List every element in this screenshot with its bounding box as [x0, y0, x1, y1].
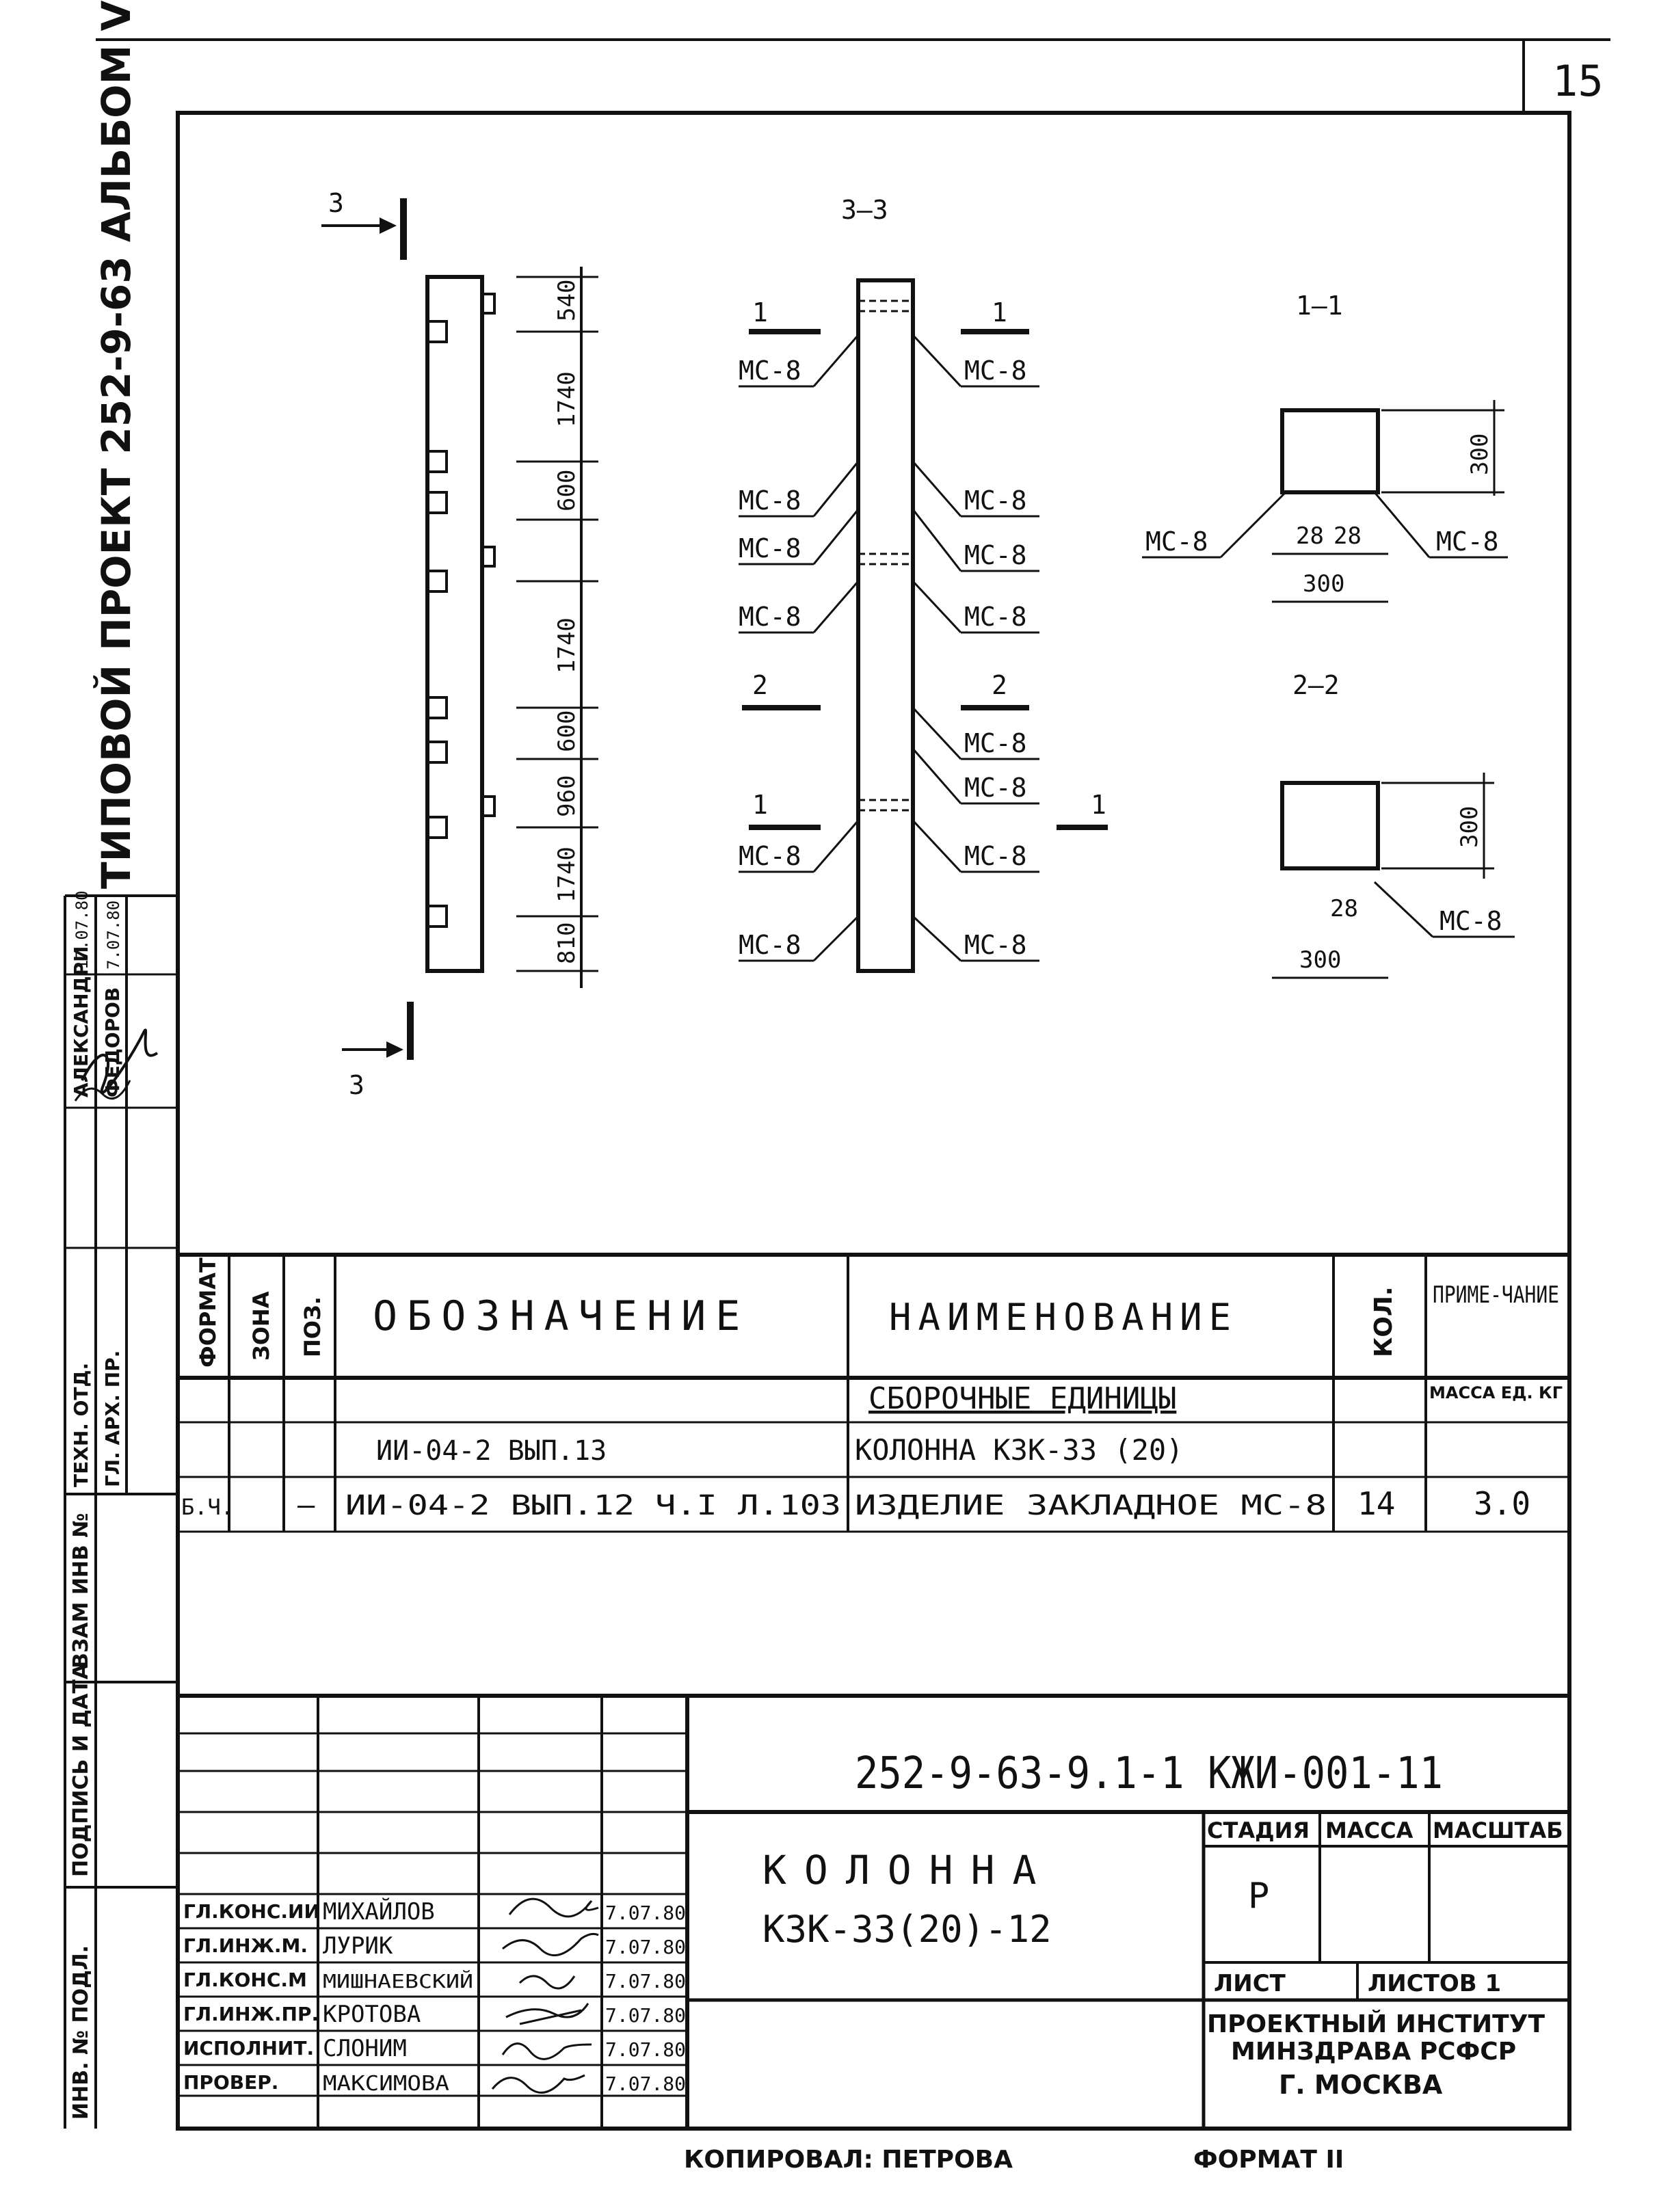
col-header-designation: ОБОЗНАЧЕНИЕ: [373, 1292, 750, 1340]
stamp-field: ПОДПИСЬ И ДАТА: [69, 1663, 93, 1877]
cell-designation: ИИ-04-2 ВЫП.12 Ч.I Л.103: [345, 1490, 841, 1521]
drawing-subtitle: КЗК-33(20)-12: [762, 1908, 1052, 1951]
signer-name: МИШНАЕВСКИЙ: [323, 1970, 450, 1993]
view-title: 3—3: [841, 195, 888, 225]
cell-note: 3.0: [1474, 1485, 1531, 1522]
signature-image: [506, 2003, 588, 2024]
approval-date: 7.07.80: [104, 900, 123, 970]
signature-image: [520, 1976, 574, 1988]
embedded-part-label: МС-8: [1439, 906, 1502, 936]
signer-date: 7.07.80: [605, 2038, 687, 2061]
view-title: 1—1: [1296, 291, 1343, 321]
embedded-part-callouts-left: [739, 335, 858, 961]
signer-role: ГЛ.ИНЖ.ПР.: [183, 2003, 319, 2025]
section-mark-label: 1: [752, 297, 768, 328]
approval-role: ГЛ. АРХ. ПР.: [101, 1350, 124, 1487]
signer-role: ГЛ.КОНС.М: [183, 1969, 307, 1991]
section-mark-label: 2: [992, 670, 1007, 700]
scale-label: МАСШТАБ: [1433, 1817, 1563, 1843]
cell-format: Б.Ч.: [181, 1494, 235, 1520]
embedded-part-label: МС-8: [739, 930, 801, 960]
dimension-label: 28: [1296, 522, 1324, 550]
stage-value: Р: [1248, 1876, 1270, 1917]
col-header-pos: ПОЗ.: [300, 1296, 326, 1357]
cell-designation: ИИ-04-2 ВЫП.13: [376, 1435, 607, 1467]
signature-image: [503, 1934, 598, 1955]
embedded-part-label: МС-8: [964, 930, 1027, 960]
embedded-part-label: МС-8: [1145, 527, 1208, 557]
dimension-label: 810: [553, 922, 581, 964]
stamp-field: ВЗАМ ИНВ №: [69, 1513, 93, 1668]
dimension-label: 28: [1330, 895, 1358, 922]
stamp-field: ИНВ. № ПОДЛ.: [69, 1945, 93, 2120]
org-name: ПРОЕКТНЫЙ ИНСТИТУТ: [1207, 2010, 1545, 2038]
cell-name: СБОРОЧНЫЕ ЕДИНИЦЫ: [868, 1381, 1177, 1416]
dimension-label: 300: [1303, 570, 1345, 598]
signature-image: [503, 2044, 592, 2060]
copied-by: КОПИРОВАЛ: ПЕТРОВА: [684, 2146, 1013, 2174]
section-rectangle: [1282, 783, 1378, 868]
drawing-title: КОЛОННА: [762, 1847, 1054, 1893]
signer-name: МИХАЙЛОВ: [323, 1898, 435, 1925]
signer-name: ЛУРИК: [323, 1932, 393, 1960]
section-mark-label: 1: [752, 790, 768, 820]
document-code: 252-9-63-9.1-1 КЖИ-001-11: [855, 1748, 1443, 1799]
col-header-qty: КОЛ.: [1370, 1286, 1398, 1357]
embedded-part-label: МС-8: [739, 602, 801, 632]
dimension-label: 300: [1466, 433, 1494, 475]
sheets-label: ЛИСТОВ 1: [1368, 1970, 1502, 1997]
embedded-part-label: МС-8: [739, 533, 801, 563]
stage-label: СТАДИЯ: [1207, 1817, 1310, 1843]
signature-image: [509, 1899, 598, 1917]
album-title: ТИПОВОЙ ПРОЕКТ 252-9-63 АЛЬБОМ V: [93, 0, 140, 889]
col-header-name: НАИМЕНОВАНИЕ: [889, 1296, 1238, 1339]
mass-label: МАССА: [1325, 1817, 1414, 1843]
dimension-label: 300: [1299, 946, 1342, 974]
cell-pos: —: [297, 1488, 315, 1521]
cell-qty: 14: [1357, 1485, 1396, 1522]
embedded-part-label: МС-8: [964, 356, 1027, 386]
dimension-label: 600: [553, 469, 581, 511]
section-3-3: [739, 195, 1108, 971]
signer-name: МАКСИМОВА: [323, 2072, 449, 2096]
column-elevation: [321, 188, 598, 1100]
approval-date: 17.07.80: [72, 890, 92, 970]
cell-note: МАССА ЕД. КГ: [1429, 1383, 1563, 1402]
section-1-1: [1142, 291, 1508, 602]
embedded-part-label: МС-8: [1436, 527, 1499, 557]
dimension-label: 1740: [553, 847, 581, 903]
section-2-2: [1272, 670, 1515, 978]
embedded-part-label: МС-8: [964, 485, 1027, 516]
dimension-label: 960: [553, 775, 581, 817]
col-header-note: ПРИМЕ-ЧАНИЕ: [1433, 1281, 1559, 1309]
section-mark-label: 3: [349, 1070, 364, 1100]
section-mark-label: 1: [1091, 790, 1106, 820]
col-header-zone: ЗОНА: [248, 1291, 274, 1361]
approval-name: ФЕДОРОВ: [101, 987, 124, 1097]
cell-name: КОЛОННА КЗК-33 (20): [855, 1433, 1184, 1467]
section-mark-label: 3: [328, 188, 344, 218]
approval-role: ТЕХН. ОТД.: [70, 1362, 92, 1487]
signer-date: 7.07.80: [605, 1970, 687, 1993]
embedded-part-label: МС-8: [964, 602, 1027, 632]
embedded-part-callouts-right: [913, 335, 1039, 961]
embedded-part-label: МС-8: [964, 728, 1027, 758]
signer-name: СЛОНИМ: [323, 2035, 407, 2062]
dimension-label: 1740: [553, 371, 581, 427]
signer-date: 7.07.80: [605, 1936, 687, 1958]
section-mark-label: 1: [992, 297, 1007, 328]
sheet-label: ЛИСТ: [1214, 1970, 1286, 1997]
embedded-part-label: МС-8: [964, 773, 1027, 803]
view-title: 2—2: [1292, 670, 1340, 700]
org-city: Г. МОСКВА: [1279, 2070, 1443, 2100]
section-mark-label: 2: [752, 670, 768, 700]
embedded-part-label: МС-8: [964, 841, 1027, 871]
column-body: [858, 280, 913, 971]
sheet-format: ФОРМАТ II: [1193, 2146, 1344, 2174]
signer-role: ПРОВЕР.: [183, 2071, 279, 2094]
org-name: МИНЗДРАВА РСФСР: [1231, 2038, 1517, 2066]
dimension-label: 28: [1333, 522, 1362, 550]
signer-role: ГЛ.ИНЖ.М.: [183, 1934, 308, 1957]
page-number: 15: [1552, 56, 1604, 106]
column-body: [427, 277, 482, 971]
embedded-part-label: МС-8: [739, 841, 801, 871]
approval-name: АЛЕКСАНДРИ: [70, 946, 92, 1097]
dimension-label: 540: [553, 279, 581, 321]
signer-role: ИСПОЛНИТ.: [183, 2037, 315, 2060]
section-rectangle: [1282, 410, 1378, 492]
embedded-part-label: МС-8: [964, 540, 1027, 570]
signer-date: 7.07.80: [605, 2004, 687, 2027]
signer-name: КРОТОВА: [323, 2001, 421, 2028]
embedded-part-label: МС-8: [739, 356, 801, 386]
signer-date: 7.07.80: [605, 2073, 687, 2095]
col-header-format: ФОРМАТ: [195, 1257, 221, 1368]
dimension-label: 600: [553, 710, 581, 752]
embedded-part-label: МС-8: [739, 485, 801, 516]
title-block: [178, 1696, 1569, 2129]
spec-table: [178, 1255, 1569, 1532]
dimension-label: 300: [1456, 805, 1483, 848]
dimension-label: 1740: [553, 617, 581, 674]
cell-name: ИЗДЕЛИЕ ЗАКЛАДНОЕ МС-8: [855, 1490, 1327, 1521]
signature-image: [492, 2075, 585, 2092]
signer-date: 7.07.80: [605, 1902, 687, 1924]
signer-role: ГЛ.КОНС.ИИ: [183, 1900, 320, 1923]
